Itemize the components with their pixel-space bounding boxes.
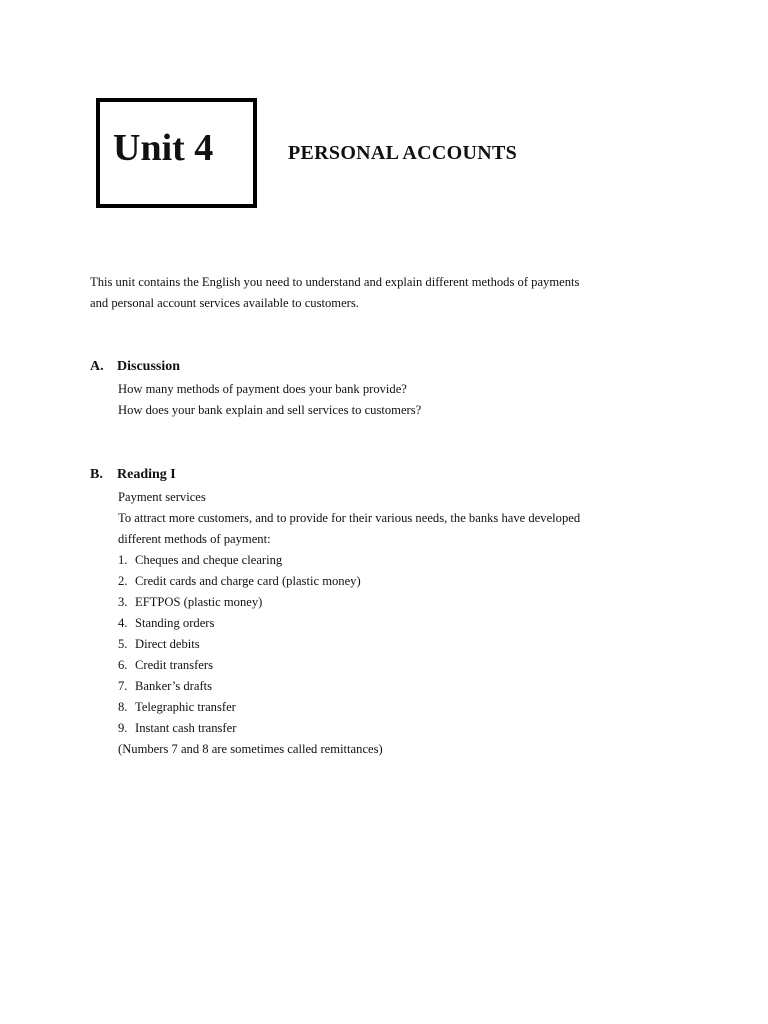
unit-title: PERSONAL ACCOUNTS [288, 142, 518, 164]
reading-note: (Numbers 7 and 8 are sometimes called remittances) [118, 742, 383, 756]
list-item [118, 613, 690, 634]
list-text: Credit transfers [135, 658, 213, 672]
list-number: 8. [118, 700, 128, 714]
section-title: Discussion [117, 359, 181, 374]
section-heading [90, 357, 690, 377]
list-item [118, 655, 690, 676]
section-letter: A. [90, 359, 104, 374]
list-text: Telegraphic transfer [135, 700, 236, 714]
section-body [118, 487, 690, 760]
section-body [118, 379, 690, 421]
discussion-question: How does your bank explain and sell services to customers? [118, 403, 422, 417]
list-item [118, 571, 690, 592]
section-title: Reading I [117, 467, 176, 482]
list-number: 3. [118, 595, 128, 609]
payment-methods-list [118, 550, 690, 739]
list-text: Instant cash transfer [135, 721, 237, 735]
list-number: 4. [118, 616, 128, 630]
list-item [118, 697, 690, 718]
list-item [118, 634, 690, 655]
list-item [118, 676, 690, 697]
section-reading [90, 465, 690, 760]
list-number: 7. [118, 679, 128, 693]
list-text: Direct debits [135, 637, 200, 651]
list-item [118, 592, 690, 613]
intro-paragraph [90, 272, 690, 314]
section-letter: B. [90, 467, 103, 482]
discussion-question: How many methods of payment does your bank provide? [118, 382, 407, 396]
intro-line: and personal account services available to customers. [90, 296, 359, 310]
unit-label: Unit 4 [113, 127, 214, 169]
list-number: 1. [118, 553, 128, 567]
section-discussion [90, 357, 690, 421]
list-item [118, 718, 690, 739]
list-number: 6. [118, 658, 128, 672]
intro-line: This unit contains the English you need to understand and explain different methods of payments [90, 275, 580, 289]
list-text: Cheques and cheque clearing [135, 553, 283, 567]
list-text: Standing orders [135, 616, 215, 630]
list-text: Banker’s drafts [135, 679, 213, 693]
reading-subtitle: Payment services [118, 490, 206, 504]
list-item [118, 550, 690, 571]
reading-intro-line: different methods of payment: [118, 532, 271, 546]
section-heading [90, 465, 690, 485]
list-number: 2. [118, 574, 128, 588]
list-number: 5. [118, 637, 128, 651]
reading-intro-line: To attract more customers, and to provide for their various needs, the banks have developed [118, 511, 581, 525]
list-number: 9. [118, 721, 128, 735]
list-text: EFTPOS (plastic money) [135, 595, 263, 609]
list-text: Credit cards and charge card (plastic money) [135, 574, 361, 588]
